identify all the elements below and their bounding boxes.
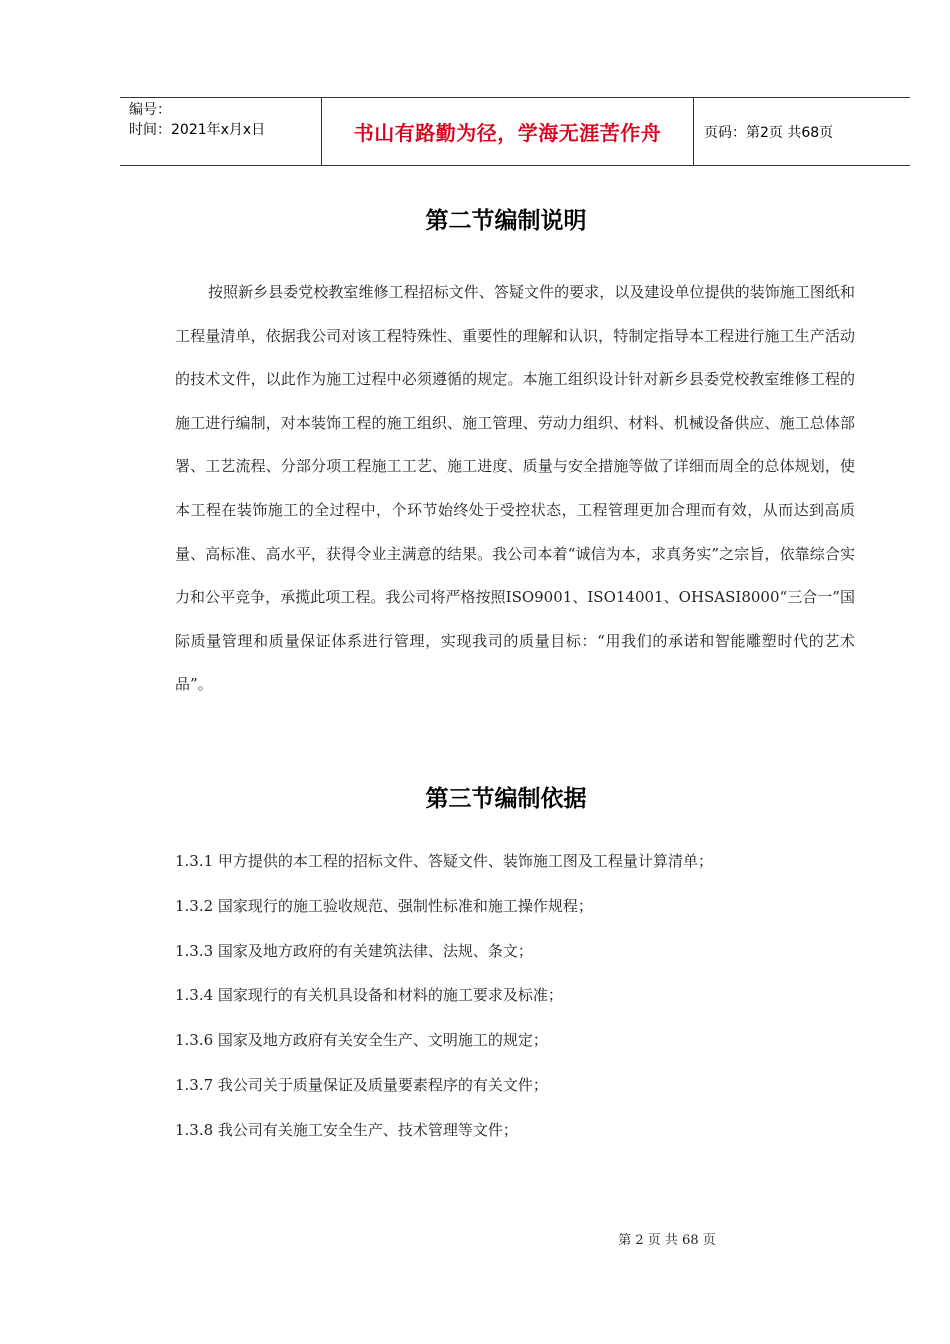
section2-title: 第二节编制说明: [425, 208, 587, 234]
page-footer: 第 2 页 共 68 页: [618, 1233, 716, 1248]
list-item: 1.3.7 我公司关于质量保证及质量要素程序的有关文件；: [175, 1075, 548, 1094]
header-page-info: 页码：第2页 共68页: [704, 124, 834, 141]
header-time-label: 时间：2021年x月x日: [129, 122, 266, 138]
basis-list: [175, 846, 855, 1160]
header-number-label: 编号：: [129, 102, 171, 118]
list-item: 1.3.2 国家现行的施工验收规范、强制性标准和施工操作规程；: [175, 896, 593, 915]
list-item: 1.3.4 国家现行的有关机具设备和材料的施工要求及标准；: [175, 986, 563, 1005]
list-item: 1.3.3 国家及地方政府的有关建筑法律、法规、条文；: [175, 941, 533, 960]
list-item: 1.3.8 我公司有关施工安全生产、技术管理等文件；: [175, 1120, 518, 1139]
header-motto: 书山有路勤为径，学海无涯苦作舟: [321, 98, 694, 165]
list-item: 1.3.1 甲方提供的本工程的招标文件、答疑文件、装饰施工图及工程量计算清单；: [175, 852, 713, 870]
document-header: [120, 97, 910, 166]
section3-title: 第三节编制依据: [425, 786, 587, 812]
section2-paragraph: 按照新乡县委党校教室维修工程招标文件、答疑文件的要求，以及建设单位提供的装饰施工图纸和工程量清单，依据我公司对该工程特殊性、重要性的理解和认识，特制定指导本工程进行施工生产活动的技术文件，以此作为施工过程中必须遵循的规定。本施工组织设计针对新乡县委党校教室维修工程的施工进行编制，对本装饰工程的施工组织、施工管理、劳动力组织、材料、机械设备供应、施工总体部署、工艺流程、分部分项工程施工工艺、施工进度、质量与安全措施等做了详细而周全的总体规划，使本工程在装饰施工的全过程中，个环节始终处于受控状态，工程管理更加合理而有效，从而达到高质量、高标准、高水平，获得令业主满意的结果。我公司本着“诚信为本，求真务实”之宗旨，依靠综合实力和公平竞争，承揽此项工程。我公司将严格按照ISO9001、ISO14001、OHSASI8000“三合一”国际质量管理和质量保证体系进行管理，实现我司的质量目标：“用我们的承诺和智能雕塑时代的艺术品”。: [175, 283, 855, 694]
header-meta: [120, 98, 321, 165]
list-item: 1.3.6 国家及地方政府有关安全生产、文明施工的规定；: [175, 1031, 548, 1050]
